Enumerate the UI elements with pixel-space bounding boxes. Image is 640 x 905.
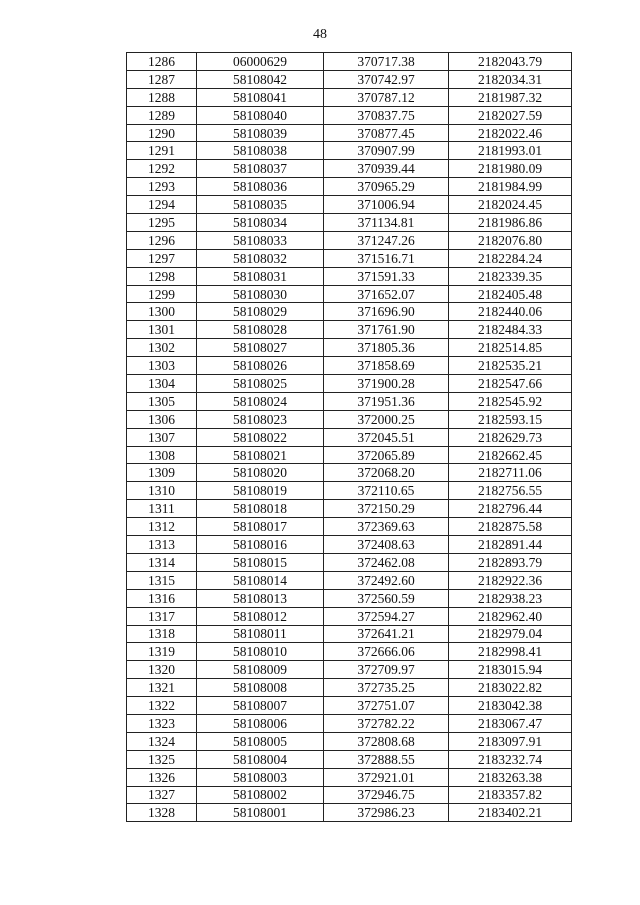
y-coordinate-cell: 2182022.46 (449, 124, 572, 142)
point-id-cell: 58108013 (197, 589, 324, 607)
y-coordinate-cell: 2182891.44 (449, 536, 572, 554)
y-coordinate-cell: 2182962.40 (449, 607, 572, 625)
y-coordinate-cell: 2182405.48 (449, 285, 572, 303)
table-row (127, 679, 572, 697)
point-id-cell: 58108029 (197, 303, 324, 321)
y-coordinate-cell: 2182545.92 (449, 392, 572, 410)
table-row (127, 88, 572, 106)
y-coordinate-cell: 2182027.59 (449, 106, 572, 124)
point-number-cell: 1299 (127, 285, 197, 303)
x-coordinate-cell: 372921.01 (324, 768, 449, 786)
point-number-cell: 1292 (127, 160, 197, 178)
table-row (127, 375, 572, 393)
y-coordinate-cell: 2181986.86 (449, 214, 572, 232)
table-row (127, 500, 572, 518)
y-coordinate-cell: 2182076.80 (449, 231, 572, 249)
point-number-cell: 1326 (127, 768, 197, 786)
point-id-cell: 58108040 (197, 106, 324, 124)
point-id-cell: 58108014 (197, 571, 324, 589)
point-id-cell: 58108025 (197, 375, 324, 393)
x-coordinate-cell: 371900.28 (324, 375, 449, 393)
point-id-cell: 58108003 (197, 768, 324, 786)
table-row (127, 392, 572, 410)
point-id-cell: 58108028 (197, 321, 324, 339)
table-row (127, 482, 572, 500)
y-coordinate-cell: 2182547.66 (449, 375, 572, 393)
table-row (127, 339, 572, 357)
point-number-cell: 1310 (127, 482, 197, 500)
x-coordinate-cell: 371696.90 (324, 303, 449, 321)
table-row (127, 732, 572, 750)
x-coordinate-cell: 372641.21 (324, 625, 449, 643)
point-id-cell: 58108033 (197, 231, 324, 249)
x-coordinate-cell: 371247.26 (324, 231, 449, 249)
y-coordinate-cell: 2181980.09 (449, 160, 572, 178)
y-coordinate-cell: 2182043.79 (449, 53, 572, 71)
y-coordinate-cell: 2182339.35 (449, 267, 572, 285)
y-coordinate-cell: 2183402.21 (449, 804, 572, 822)
y-coordinate-cell: 2183042.38 (449, 697, 572, 715)
point-number-cell: 1319 (127, 643, 197, 661)
point-id-cell: 58108010 (197, 643, 324, 661)
table-row (127, 53, 572, 71)
table-row (127, 249, 572, 267)
page-number: 48 (313, 27, 327, 42)
x-coordinate-cell: 370837.75 (324, 106, 449, 124)
point-id-cell: 58108027 (197, 339, 324, 357)
point-number-cell: 1324 (127, 732, 197, 750)
table-row (127, 607, 572, 625)
table-row (127, 518, 572, 536)
y-coordinate-cell: 2183022.82 (449, 679, 572, 697)
point-id-cell: 58108001 (197, 804, 324, 822)
x-coordinate-cell: 371951.36 (324, 392, 449, 410)
point-id-cell: 58108031 (197, 267, 324, 285)
table-row (127, 285, 572, 303)
point-number-cell: 1308 (127, 446, 197, 464)
x-coordinate-cell: 372065.89 (324, 446, 449, 464)
x-coordinate-cell: 372666.06 (324, 643, 449, 661)
y-coordinate-cell: 2183067.47 (449, 714, 572, 732)
y-coordinate-cell: 2182922.36 (449, 571, 572, 589)
y-coordinate-cell: 2182875.58 (449, 518, 572, 536)
point-number-cell: 1311 (127, 500, 197, 518)
y-coordinate-cell: 2182034.31 (449, 70, 572, 88)
x-coordinate-cell: 372462.08 (324, 553, 449, 571)
point-number-cell: 1315 (127, 571, 197, 589)
y-coordinate-cell: 2182756.55 (449, 482, 572, 500)
point-number-cell: 1316 (127, 589, 197, 607)
point-number-cell: 1314 (127, 553, 197, 571)
x-coordinate-cell: 371858.69 (324, 357, 449, 375)
y-coordinate-cell: 2182593.15 (449, 410, 572, 428)
point-number-cell: 1309 (127, 464, 197, 482)
x-coordinate-cell: 372150.29 (324, 500, 449, 518)
coordinates-table-body (127, 53, 572, 822)
point-number-cell: 1304 (127, 375, 197, 393)
table-row (127, 536, 572, 554)
point-id-cell: 58108032 (197, 249, 324, 267)
table-row (127, 464, 572, 482)
table-row (127, 178, 572, 196)
point-id-cell: 58108041 (197, 88, 324, 106)
x-coordinate-cell: 372735.25 (324, 679, 449, 697)
table-row (127, 625, 572, 643)
x-coordinate-cell: 370717.38 (324, 53, 449, 71)
point-number-cell: 1302 (127, 339, 197, 357)
point-id-cell: 58108039 (197, 124, 324, 142)
x-coordinate-cell: 371805.36 (324, 339, 449, 357)
x-coordinate-cell: 370939.44 (324, 160, 449, 178)
point-id-cell: 58108004 (197, 750, 324, 768)
table-row (127, 321, 572, 339)
table-row (127, 589, 572, 607)
x-coordinate-cell: 371591.33 (324, 267, 449, 285)
point-number-cell: 1297 (127, 249, 197, 267)
x-coordinate-cell: 372986.23 (324, 804, 449, 822)
point-id-cell: 58108042 (197, 70, 324, 88)
point-id-cell: 58108024 (197, 392, 324, 410)
point-id-cell: 58108011 (197, 625, 324, 643)
point-id-cell: 58108020 (197, 464, 324, 482)
table-row (127, 124, 572, 142)
coordinates-table (126, 52, 572, 822)
point-id-cell: 58108021 (197, 446, 324, 464)
x-coordinate-cell: 372782.22 (324, 714, 449, 732)
point-number-cell: 1295 (127, 214, 197, 232)
x-coordinate-cell: 372560.59 (324, 589, 449, 607)
x-coordinate-cell: 372110.65 (324, 482, 449, 500)
table-row (127, 214, 572, 232)
table-row (127, 142, 572, 160)
y-coordinate-cell: 2182024.45 (449, 196, 572, 214)
point-number-cell: 1303 (127, 357, 197, 375)
point-id-cell: 58108034 (197, 214, 324, 232)
x-coordinate-cell: 372369.63 (324, 518, 449, 536)
point-id-cell: 58108037 (197, 160, 324, 178)
point-number-cell: 1293 (127, 178, 197, 196)
table-row (127, 697, 572, 715)
y-coordinate-cell: 2183097.91 (449, 732, 572, 750)
point-id-cell: 58108038 (197, 142, 324, 160)
table-row (127, 106, 572, 124)
y-coordinate-cell: 2182796.44 (449, 500, 572, 518)
x-coordinate-cell: 372808.68 (324, 732, 449, 750)
table-row (127, 714, 572, 732)
point-id-cell: 58108008 (197, 679, 324, 697)
table-row (127, 410, 572, 428)
y-coordinate-cell: 2182711.06 (449, 464, 572, 482)
y-coordinate-cell: 2182284.24 (449, 249, 572, 267)
point-number-cell: 1313 (127, 536, 197, 554)
table-row (127, 70, 572, 88)
point-number-cell: 1327 (127, 786, 197, 804)
point-id-cell: 58108035 (197, 196, 324, 214)
y-coordinate-cell: 2181984.99 (449, 178, 572, 196)
point-id-cell: 58108015 (197, 553, 324, 571)
y-coordinate-cell: 2183357.82 (449, 786, 572, 804)
point-number-cell: 1291 (127, 142, 197, 160)
x-coordinate-cell: 371652.07 (324, 285, 449, 303)
table-row (127, 643, 572, 661)
y-coordinate-cell: 2182484.33 (449, 321, 572, 339)
point-number-cell: 1290 (127, 124, 197, 142)
x-coordinate-cell: 370742.97 (324, 70, 449, 88)
point-number-cell: 1300 (127, 303, 197, 321)
y-coordinate-cell: 2182662.45 (449, 446, 572, 464)
point-number-cell: 1318 (127, 625, 197, 643)
point-number-cell: 1328 (127, 804, 197, 822)
point-number-cell: 1296 (127, 231, 197, 249)
point-number-cell: 1322 (127, 697, 197, 715)
table-row (127, 804, 572, 822)
table-row (127, 553, 572, 571)
x-coordinate-cell: 372045.51 (324, 428, 449, 446)
point-number-cell: 1289 (127, 106, 197, 124)
y-coordinate-cell: 2182998.41 (449, 643, 572, 661)
point-id-cell: 58108036 (197, 178, 324, 196)
table-row (127, 303, 572, 321)
point-number-cell: 1298 (127, 267, 197, 285)
point-number-cell: 1287 (127, 70, 197, 88)
point-id-cell: 58108022 (197, 428, 324, 446)
table-row (127, 160, 572, 178)
table-row (127, 786, 572, 804)
table-row (127, 750, 572, 768)
y-coordinate-cell: 2182893.79 (449, 553, 572, 571)
x-coordinate-cell: 370877.45 (324, 124, 449, 142)
x-coordinate-cell: 371761.90 (324, 321, 449, 339)
table-row (127, 446, 572, 464)
y-coordinate-cell: 2183263.38 (449, 768, 572, 786)
point-id-cell: 58108002 (197, 786, 324, 804)
y-coordinate-cell: 2182514.85 (449, 339, 572, 357)
point-number-cell: 1307 (127, 428, 197, 446)
point-id-cell: 06000629 (197, 53, 324, 71)
x-coordinate-cell: 371134.81 (324, 214, 449, 232)
point-id-cell: 58108017 (197, 518, 324, 536)
y-coordinate-cell: 2182535.21 (449, 357, 572, 375)
y-coordinate-cell: 2181993.01 (449, 142, 572, 160)
y-coordinate-cell: 2183232.74 (449, 750, 572, 768)
x-coordinate-cell: 372000.25 (324, 410, 449, 428)
table-row (127, 267, 572, 285)
x-coordinate-cell: 372751.07 (324, 697, 449, 715)
point-number-cell: 1288 (127, 88, 197, 106)
x-coordinate-cell: 372408.63 (324, 536, 449, 554)
table-row (127, 231, 572, 249)
x-coordinate-cell: 372594.27 (324, 607, 449, 625)
x-coordinate-cell: 372709.97 (324, 661, 449, 679)
table-row (127, 357, 572, 375)
y-coordinate-cell: 2183015.94 (449, 661, 572, 679)
point-id-cell: 58108018 (197, 500, 324, 518)
table-row (127, 428, 572, 446)
x-coordinate-cell: 372068.20 (324, 464, 449, 482)
point-id-cell: 58108009 (197, 661, 324, 679)
point-id-cell: 58108023 (197, 410, 324, 428)
point-id-cell: 58108007 (197, 697, 324, 715)
point-id-cell: 58108006 (197, 714, 324, 732)
point-number-cell: 1305 (127, 392, 197, 410)
point-id-cell: 58108005 (197, 732, 324, 750)
point-number-cell: 1325 (127, 750, 197, 768)
point-number-cell: 1286 (127, 53, 197, 71)
point-id-cell: 58108019 (197, 482, 324, 500)
x-coordinate-cell: 370787.12 (324, 88, 449, 106)
point-number-cell: 1306 (127, 410, 197, 428)
x-coordinate-cell: 371516.71 (324, 249, 449, 267)
x-coordinate-cell: 370907.99 (324, 142, 449, 160)
x-coordinate-cell: 372888.55 (324, 750, 449, 768)
point-number-cell: 1301 (127, 321, 197, 339)
point-id-cell: 58108016 (197, 536, 324, 554)
point-number-cell: 1294 (127, 196, 197, 214)
x-coordinate-cell: 371006.94 (324, 196, 449, 214)
y-coordinate-cell: 2182979.04 (449, 625, 572, 643)
point-number-cell: 1321 (127, 679, 197, 697)
y-coordinate-cell: 2181987.32 (449, 88, 572, 106)
table-row (127, 661, 572, 679)
point-number-cell: 1320 (127, 661, 197, 679)
point-id-cell: 58108026 (197, 357, 324, 375)
point-number-cell: 1312 (127, 518, 197, 536)
y-coordinate-cell: 2182938.23 (449, 589, 572, 607)
y-coordinate-cell: 2182440.06 (449, 303, 572, 321)
table-row (127, 196, 572, 214)
point-number-cell: 1317 (127, 607, 197, 625)
y-coordinate-cell: 2182629.73 (449, 428, 572, 446)
table-row (127, 571, 572, 589)
point-id-cell: 58108030 (197, 285, 324, 303)
point-id-cell: 58108012 (197, 607, 324, 625)
x-coordinate-cell: 370965.29 (324, 178, 449, 196)
x-coordinate-cell: 372492.60 (324, 571, 449, 589)
point-number-cell: 1323 (127, 714, 197, 732)
x-coordinate-cell: 372946.75 (324, 786, 449, 804)
table-row (127, 768, 572, 786)
